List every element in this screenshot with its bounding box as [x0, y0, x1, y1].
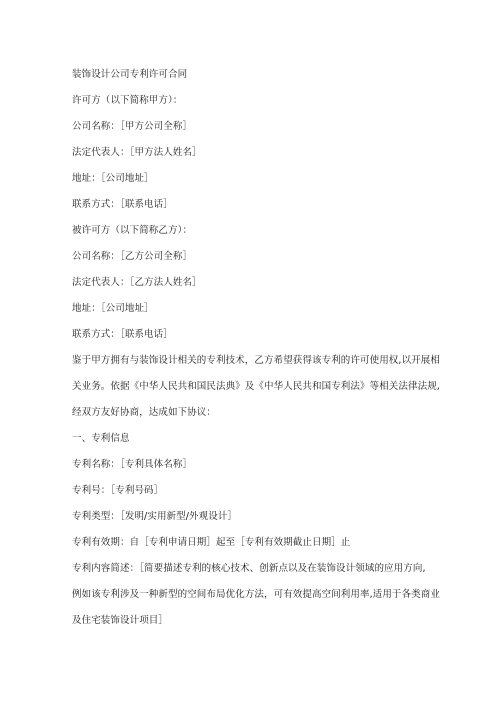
preamble-line: 经双方友好协商，达成如下协议：: [72, 407, 217, 418]
patent-content-line: 及住宅装饰设计项目］: [72, 615, 169, 626]
patent-number: 专利号：［专利号码］: [72, 485, 164, 496]
licensor-address: 地址：［公司地址］: [72, 173, 154, 184]
patent-validity: 专利有效期：自［专利申请日期］起至［专利有效期截止日期］止: [72, 537, 351, 548]
patent-name: 专利名称：［专利具体名称］: [72, 459, 193, 470]
preamble-line: 关业务。依据《中华人民共和国民法典》及《中华人民共和国专利法》等相关法律法规,: [72, 381, 440, 392]
licensor-contact: 联系方式：［联系电话］: [72, 199, 173, 210]
patent-content-line: 专利内容简述：［简要描述专利的核心技术、创新点以及在装饰设计领域的应用方向,: [72, 563, 426, 574]
preamble-line: 鉴于甲方拥有与装饰设计相关的专利技术，乙方希望获得该专利的许可使用权,以开展相: [72, 355, 440, 366]
licensee-contact: 联系方式：［联系电话］: [72, 329, 173, 340]
licensee-company: 公司名称：［乙方公司全称］: [72, 251, 193, 262]
licensee-address: 地址：［公司地址］: [72, 303, 154, 314]
licensee-heading: 被许可方（以下简称乙方）：: [72, 225, 193, 236]
patent-content-line: 例如该专利涉及一种新型的空间布局优化方法，可有效提高空间利用率,适用于各类商业: [72, 589, 440, 600]
licensor-legal-rep: 法定代表人：［甲方法人姓名］: [72, 147, 202, 158]
patent-content-paragraph: [72, 556, 442, 634]
document-title: 装饰设计公司专利许可合同: [72, 69, 188, 80]
licensee-legal-rep: 法定代表人：［乙方法人姓名］: [72, 277, 202, 288]
patent-type: 专利类型：［发明/实用新型/外观设计］: [72, 511, 238, 522]
preamble-paragraph: [72, 348, 442, 426]
section-heading-patent-info: 一、专利信息: [72, 433, 130, 444]
licensor-heading: 许可方（以下简称甲方）：: [72, 95, 183, 106]
contract-page: [72, 62, 442, 634]
licensor-company: 公司名称：［甲方公司全称］: [72, 121, 193, 132]
